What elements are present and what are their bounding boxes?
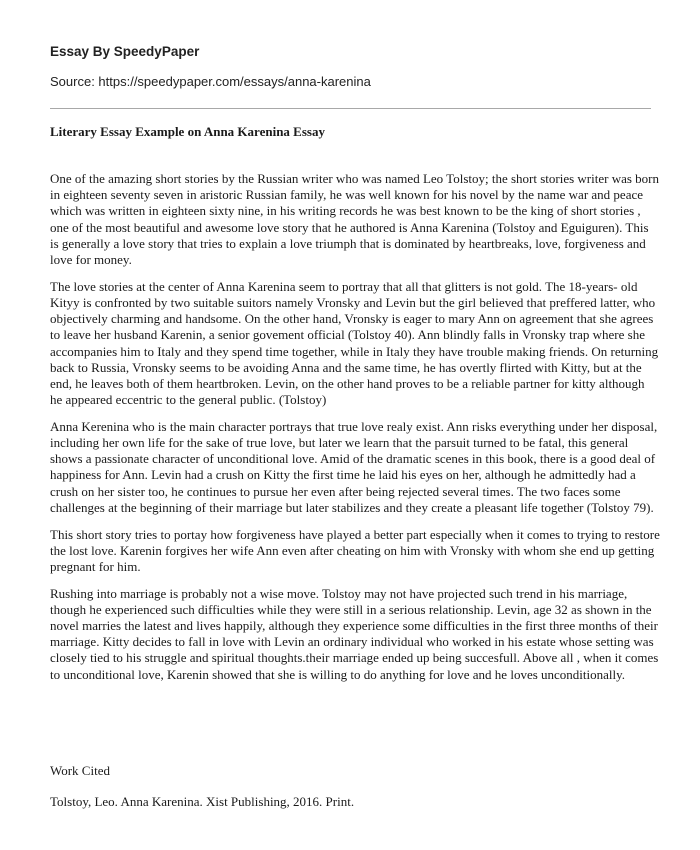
paragraph-4: This short story tries to portay how forgiveness have played a better part especially when it comes to trying to restore the lost love. Karenin forgives her wife Ann even after cheating on him with Vronsky with whom she end up getting pregnant for him. [50,526,660,574]
paragraph-1: One of the amazing short stories by the Russian writer who was named Leo Tolstoy; the short stories writer was born in eighteen seventy seven in aristoric Russian family, he was well known for his novel by the name war and peace which was written in eighteen sixty nine, in his writing records he was best known to be the king of short stories , one of the most beautiful and awesome love story that he authored is Anna Karenina (Tolstoy and Eguiguren). This is generally a love story that tries to explain a love triumph that is dominated by heartbreaks, love, forgiveness and love for money. [50,171,660,268]
paragraph-3: Anna Kerenina who is the main character portrays that true love realy exist. Ann risks everything under her disposal, including her own life for the sake of true love, but later we learn that the parsuit turned to be fatal, this general shows a passionate character of unconditional love. Amid of the dramatic scenes in this book, there is a good deal of happiness for Ann. Levin had a crush on Kitty the first time he laid his eyes on her, although he admittedly had a crush on her sister too, he continues to pursue her even after being rejected several times. The two faces some challenges at the beginning of their marriage but later stabilizes and they create a pleasant life together (Tolstoy 79). [50,418,658,515]
paragraph-5: Rushing into marriage is probably not a wise move. Tolstoy may not have projected such trend in his marriage, though he experienced such difficulties while they were still in a serious relationship. Levin, age 32 as shown in the novel marries the latest and lives happily, although they experience some difficulties in the first three months of their marriage. Kitty decides to fall in love with Levin an ordinary individual who worked in his estate whose setting was closely tied to his struggle and spiritual thoughts.their marriage ended up being succesfull. Above all , when it comes to unconditional love, Karenin showed that she is willing to do anything for love and he loves unconditionally. [50,585,659,682]
paragraph-2: The love stories at the center of Anna Karenina seem to portray that all that glitters is not gold. The 18-years- old Kityy is confronted by two suitable suitors namely Vronsky and Levin but the girl believed that preffered latter, who objectively charming and handsome. On the other hand, Vronsky is eager to mary Ann on agreement that she agrees to leave her husband Karenin, a senior govement official (Tolstoy 40). Ann blindly falls in Vronsky trap where she accompanies him to Italy and they spend time together, while in Italy they have trouble making friends. On returning back to Russia, Vronsky seems to be avoiding Anna and the same time, he has overtly flirted with Kitty, but at the end, he leaves both of them heartbroken. Levin, on the other hand proves to be a reliable partner for kitty although he appeared eccentric to the general public. (Tolstoy) [50,278,659,408]
works-cited-heading: Work Cited [50,763,110,778]
source-line: Source: https://speedypaper.com/essays/anna-karenina [50,74,371,89]
site-title: Essay By SpeedyPaper [50,44,200,59]
essay-body [50,171,660,693]
citation-entry: Tolstoy, Leo. Anna Karenina. Xist Publishing, 2016. Print. [50,794,355,809]
essay-title: Literary Essay Example on Anna Karenina Essay [50,124,325,139]
header-divider [50,108,651,109]
